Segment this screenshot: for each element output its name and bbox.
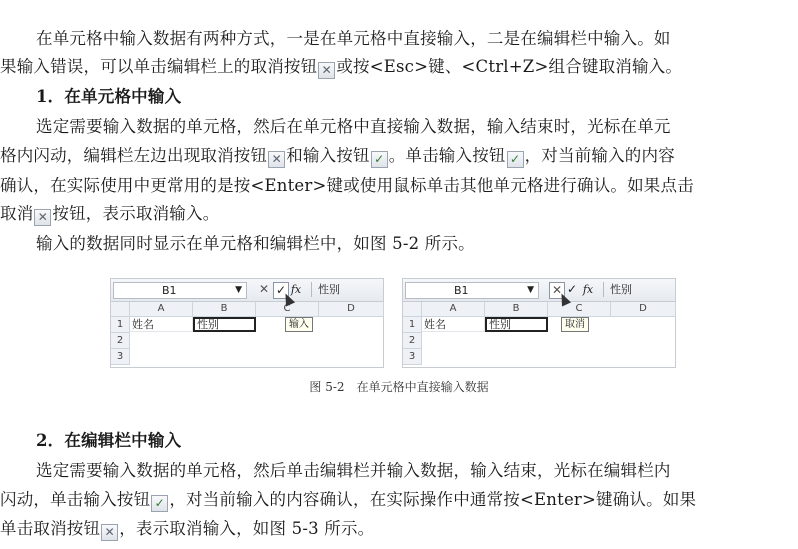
cancel-button-icon: ✕ bbox=[268, 151, 285, 168]
name-box: B1 ▼ bbox=[405, 282, 539, 299]
formula-content: 性别 bbox=[311, 282, 388, 297]
column-header: C bbox=[548, 302, 611, 317]
row-header: 1 bbox=[111, 317, 130, 333]
row-header: 1 bbox=[403, 317, 422, 333]
formula-bar bbox=[111, 279, 383, 302]
section1-line3: 确认，在实际使用中更常用的是按<Enter>键或使用鼠标单击其他单元格进行确认。如果点击 bbox=[0, 176, 694, 195]
row-header: 3 bbox=[111, 349, 130, 365]
para1-line2: 果输入错误，可以单击编辑栏上的取消按钮 ✕ 或按<Esc>键、<Ctrl+Z>组合键取消输入。 bbox=[0, 57, 683, 77]
formula-content: 性别 bbox=[603, 282, 680, 297]
function-icon: fx bbox=[290, 283, 302, 296]
column-header: D bbox=[319, 302, 384, 317]
cell-a1: 姓名 bbox=[130, 317, 193, 332]
section1-line2: 格内闪动，编辑栏左边出现取消按钮 ✕ 和输入按钮 ✓ 。单击输入按钮 ✓ ，对当前输入的内容 bbox=[0, 146, 675, 166]
tooltip: 输入 bbox=[285, 317, 313, 332]
section2-line2: 闪动，单击输入按钮 ✓ ，对当前输入的内容确认，在实际操作中通常按<Enter>键确认。如果 bbox=[0, 490, 697, 510]
cancel-button-icon: ✕ bbox=[318, 62, 335, 79]
cell-a1: 姓名 bbox=[422, 317, 485, 332]
column-header: C bbox=[256, 302, 319, 317]
confirm-button-icon: ✓ bbox=[371, 151, 388, 168]
chevron-down-icon: ▼ bbox=[527, 285, 534, 295]
row-header: 3 bbox=[403, 349, 422, 365]
formula-bar bbox=[403, 279, 675, 302]
para1-line1: 在单元格中输入数据有两种方式，一是在单元格中直接输入，二是在编辑栏中输入。如 bbox=[36, 29, 671, 48]
confirm-button-icon: ✓ bbox=[151, 495, 168, 512]
section2-line1: 选定需要输入数据的单元格，然后单击编辑栏并输入数据，输入结束，光标在编辑栏内 bbox=[36, 461, 671, 480]
section1-line1: 选定需要输入数据的单元格，然后在单元格中直接输入数据，输入结束时，光标在单元 bbox=[36, 117, 671, 136]
cancel-icon: ✕ bbox=[549, 282, 565, 299]
section2-heading: 2．在编辑栏中输入 bbox=[36, 431, 182, 450]
column-header: A bbox=[422, 302, 485, 317]
confirm-icon: ✓ bbox=[566, 282, 578, 296]
tooltip: 取消 bbox=[561, 317, 589, 332]
cell-b1: 性别 bbox=[485, 317, 548, 332]
section1-line4: 取消 ✕ 按钮，表示取消输入。 bbox=[0, 204, 220, 224]
column-header: B bbox=[193, 302, 256, 317]
column-header: B bbox=[485, 302, 548, 317]
figure-caption: 图 5-2 在单元格中直接输入数据 bbox=[309, 380, 489, 394]
name-box: B1 ▼ bbox=[113, 282, 247, 299]
row-header: 2 bbox=[403, 333, 422, 349]
row-header: 2 bbox=[111, 333, 130, 349]
excel-screenshot-left bbox=[110, 278, 384, 368]
confirm-button-icon: ✓ bbox=[507, 151, 524, 168]
cancel-icon: ✕ bbox=[258, 282, 270, 296]
cell-b1: 性别 bbox=[193, 317, 256, 332]
section1-line5: 输入的数据同时显示在单元格和编辑栏中，如图 5-2 所示。 bbox=[36, 234, 475, 253]
cancel-button-icon: ✕ bbox=[34, 209, 51, 226]
section1-heading: 1．在单元格中输入 bbox=[36, 87, 182, 106]
section2-line3: 单击取消按钮 ✕ ，表示取消输入，如图 5-3 所示。 bbox=[0, 519, 375, 539]
confirm-icon: ✓ bbox=[273, 282, 289, 299]
chevron-down-icon: ▼ bbox=[235, 285, 242, 295]
cancel-button-icon: ✕ bbox=[101, 524, 118, 541]
excel-screenshot-right bbox=[402, 278, 676, 368]
column-header: A bbox=[130, 302, 193, 317]
function-icon: fx bbox=[582, 283, 594, 296]
column-header: D bbox=[611, 302, 676, 317]
